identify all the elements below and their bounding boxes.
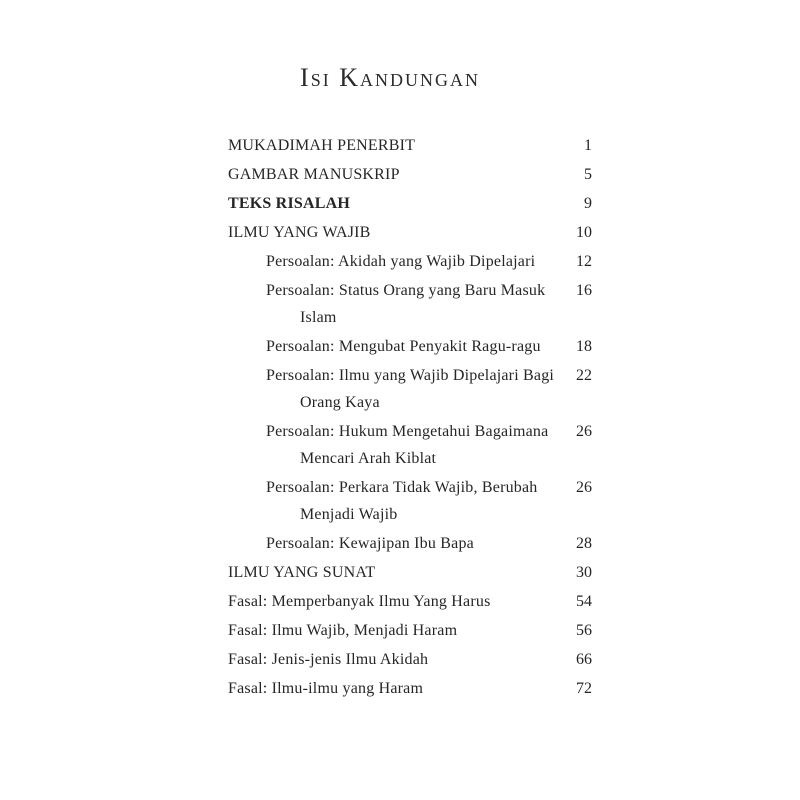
toc-entry-line: Mencari Arah Kiblat	[300, 450, 437, 467]
toc-entry-line: GAMBAR MANUSKRIP	[228, 166, 400, 183]
toc-entry-label	[228, 530, 548, 557]
toc-entry	[228, 646, 592, 673]
toc-entry-line: TEKS RISALAH	[228, 195, 350, 212]
toc-entry-line: Persoalan: Status Orang yang Baru Masuk	[266, 282, 546, 299]
toc-entry	[228, 474, 592, 528]
toc-entry-line: Persoalan: Ilmu yang Wajib Dipelajari Bagi	[266, 367, 555, 384]
toc-entry-label	[228, 646, 548, 673]
toc-entry-page-number: 72	[576, 680, 592, 697]
toc-entry-label	[228, 588, 548, 615]
toc-entry-line: Persoalan: Hukum Mengetahui Bagaimana	[266, 423, 549, 440]
toc-entry-label	[228, 559, 548, 586]
toc-entry-line: Persoalan: Kewajipan Ibu Bapa	[266, 535, 474, 552]
toc-entry	[228, 277, 592, 331]
toc-entry	[228, 588, 592, 615]
toc-entry-line: Persoalan: Akidah yang Wajib Dipelajari	[266, 253, 536, 270]
toc-entry-label	[228, 132, 548, 159]
toc-entry-page-number: 9	[584, 195, 592, 212]
toc-entry-label	[228, 675, 548, 702]
toc-entry-label	[228, 219, 548, 246]
toc-entry	[228, 418, 592, 472]
toc-entry-page-number: 16	[576, 282, 592, 299]
toc-entry-line: MUKADIMAH PENERBIT	[228, 137, 416, 154]
toc-entry-label	[228, 333, 548, 360]
toc-entry-page-number: 26	[576, 479, 592, 496]
toc-entry	[228, 362, 592, 416]
toc-entry-page-number: 66	[576, 651, 592, 668]
toc-entry-page-number: 30	[576, 564, 592, 581]
toc-entry-line: Orang Kaya	[300, 394, 380, 411]
toc-entry	[228, 530, 592, 557]
toc-entry-label	[228, 474, 548, 528]
toc-entry-line: Fasal: Jenis-jenis Ilmu Akidah	[228, 651, 429, 668]
toc-entry-line: Menjadi Wajib	[300, 506, 398, 523]
toc-entry	[228, 132, 592, 159]
toc-entry-label	[228, 617, 548, 644]
toc-entry	[228, 333, 592, 360]
toc-entry-page-number: 56	[576, 622, 592, 639]
toc-entry-label	[228, 248, 548, 275]
toc-entry-page-number: 5	[584, 166, 592, 183]
toc-entry-label	[228, 418, 548, 472]
toc-entry-page-number: 12	[576, 253, 592, 270]
toc-entry-line: ILMU YANG SUNAT	[228, 564, 376, 581]
toc-entry-label	[228, 190, 548, 217]
toc-entry	[228, 559, 592, 586]
toc-entry-label	[228, 277, 548, 331]
toc-entry-page-number: 26	[576, 423, 592, 440]
toc-entry-page-number: 10	[576, 224, 592, 241]
toc-entry	[228, 161, 592, 188]
toc-entry-line: Fasal: Ilmu Wajib, Menjadi Haram	[228, 622, 458, 639]
toc-entry-label	[228, 362, 555, 416]
toc-entry-line: Islam	[300, 309, 337, 326]
toc-entry-page-number: 22	[576, 367, 592, 384]
toc-entry-line: Persoalan: Mengubat Penyakit Ragu-ragu	[266, 338, 541, 355]
toc-entry	[228, 190, 592, 217]
toc-entry-page-number: 18	[576, 338, 592, 355]
toc-entry-page-number: 54	[576, 593, 592, 610]
toc-entry	[228, 219, 592, 246]
toc-entry-page-number: 28	[576, 535, 592, 552]
toc-entry-line: Fasal: Memperbanyak Ilmu Yang Harus	[228, 593, 491, 610]
toc-entry	[228, 675, 592, 702]
toc-entry-label	[228, 161, 548, 188]
toc-list	[228, 132, 592, 702]
toc-entry-line: Persoalan: Perkara Tidak Wajib, Berubah	[266, 479, 538, 496]
toc-entry	[228, 248, 592, 275]
toc-entry	[228, 617, 592, 644]
page-title: Isi Kandungan	[300, 63, 480, 92]
toc-entry-page-number: 1	[584, 137, 592, 154]
toc-entry-line: ILMU YANG WAJIB	[228, 224, 371, 241]
toc-entry-line: Fasal: Ilmu-ilmu yang Haram	[228, 680, 424, 697]
